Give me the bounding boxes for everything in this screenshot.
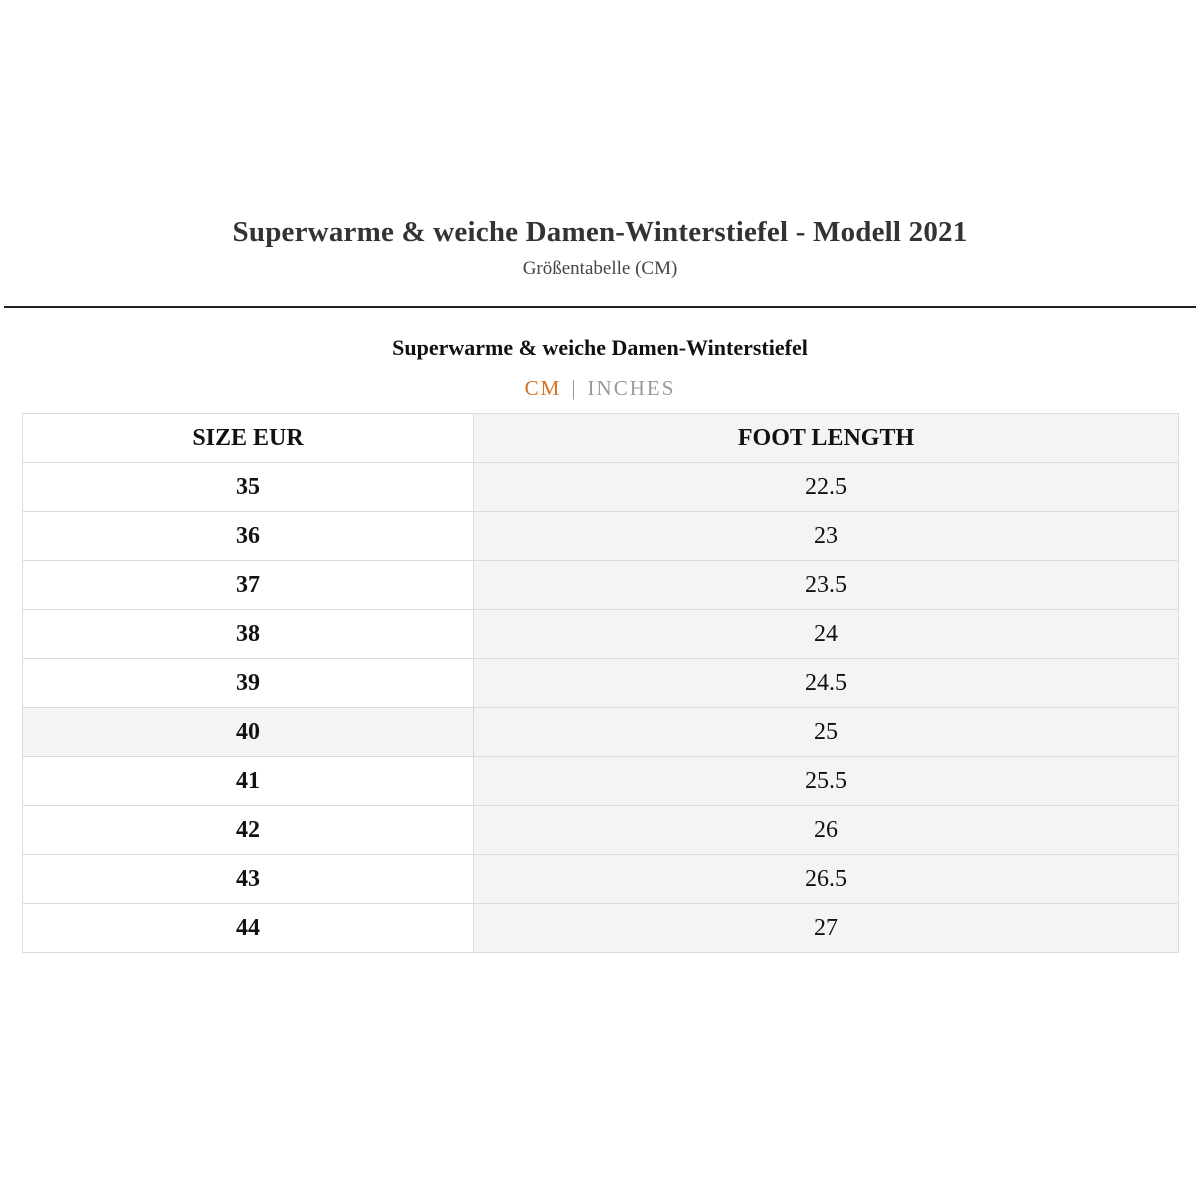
page-subtitle: Größentabelle (CM)	[522, 258, 678, 279]
header-divider	[4, 306, 1196, 308]
table-row	[23, 855, 1179, 904]
table-row	[23, 904, 1179, 953]
table-title: Superwarme & weiche Damen-Winterstiefel	[392, 335, 808, 360]
table-row	[23, 463, 1179, 512]
length-cell: 23	[474, 512, 1179, 561]
length-cell: 27	[474, 904, 1179, 953]
length-cell: 26.5	[474, 855, 1179, 904]
size-cell: 36	[23, 512, 474, 561]
page-header	[0, 208, 1200, 282]
size-cell: 40	[23, 708, 474, 757]
foot-length-header: FOOT LENGTH	[474, 414, 1179, 463]
unit-separator: |	[571, 376, 578, 400]
length-cell: 25.5	[474, 757, 1179, 806]
size-cell: 44	[23, 904, 474, 953]
length-cell: 22.5	[474, 463, 1179, 512]
table-row	[23, 561, 1179, 610]
size-eur-header: SIZE EUR	[23, 414, 474, 463]
unit-cm-button[interactable]: CM	[524, 376, 562, 400]
table-header-row	[23, 414, 1179, 463]
table-row-highlighted	[23, 708, 1179, 757]
length-cell: 26	[474, 806, 1179, 855]
size-cell: 39	[23, 659, 474, 708]
size-cell: 42	[23, 806, 474, 855]
size-cell: 37	[23, 561, 474, 610]
table-row	[23, 659, 1179, 708]
length-cell: 23.5	[474, 561, 1179, 610]
unit-toggle	[0, 372, 1200, 404]
length-cell: 24	[474, 610, 1179, 659]
size-cell: 43	[23, 855, 474, 904]
length-cell: 25	[474, 708, 1179, 757]
size-cell: 38	[23, 610, 474, 659]
size-cell: 41	[23, 757, 474, 806]
size-cell: 35	[23, 463, 474, 512]
table-row	[23, 757, 1179, 806]
unit-inches-button[interactable]: INCHES	[587, 376, 676, 400]
table-row	[23, 806, 1179, 855]
length-cell: 24.5	[474, 659, 1179, 708]
table-row	[23, 610, 1179, 659]
size-table	[22, 413, 1179, 953]
table-row	[23, 512, 1179, 561]
page-title: Superwarme & weiche Damen-Winterstiefel - Modell 2021	[232, 216, 968, 248]
